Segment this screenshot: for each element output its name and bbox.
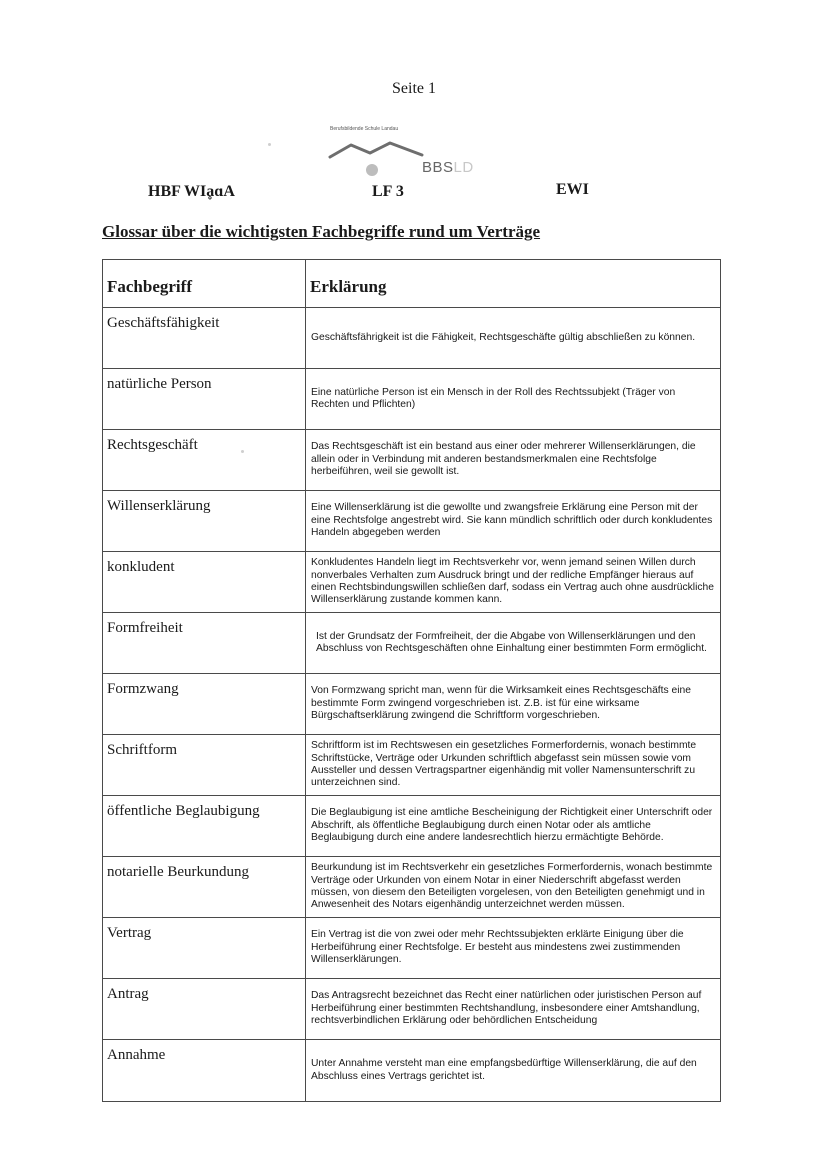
term-cell: Formzwang [103,674,306,735]
table-row [103,552,721,613]
explanation-cell: Konkludentes Handeln liegt im Rechtsverkehr vor, wenn jemand seinen Willen durch nonverbales Verhalten zum Ausdruck bringt und der redliche Empfänger hieraus auf einen Rechtsbindungswillen schließen darf, sodass ein Vertrag auch ohne ausdrückliche Willenserklärung zustande kommen kann. [306,552,721,613]
table-header-row [103,260,721,308]
explanation-cell: Eine natürliche Person ist ein Mensch in der Roll des Rechtssubjekt (Träger von Rechten und Pflichten) [306,369,721,430]
table-row [103,491,721,552]
explanation-cell: Das Rechtsgeschäft ist ein bestand aus einer oder mehrerer Willenserklärungen, die allein oder in Verbindung mit anderen bestandsmerkmalen eine Rechtsfolge herbeiführen, weil sie gewollt ist. [306,430,721,491]
term-cell: notarielle Beurkundung [103,857,306,918]
explanation-cell: Von Formzwang spricht man, wenn für die Wirksamkeit eines Rechtsgeschäfts eine bestimmte Form zwingend vorgeschrieben ist. Z.B. ist für eine wirksame Bürgschaftserklärung zwingend die Schriftform vorgeschrieben. [306,674,721,735]
term-cell: natürliche Person [103,369,306,430]
explanation-cell: Schriftform ist im Rechtswesen ein gesetzliches Formerfordernis, wonach bestimmte Schriftstücke, Verträge oder Urkunden schriftlich abgefasst sein müssen sowie vom Aussteller und dessen Vertragspartner eigenhändig mit voller Namensunterschrift zu unterzeichnen sind. [306,735,721,796]
table-row [103,674,721,735]
term-cell: Antrag [103,979,306,1040]
table-row [103,979,721,1040]
table-row [103,735,721,796]
subject: EWI [556,181,589,198]
document-title: Glossar über die wichtigsten Fachbegriffe rund um Verträge [102,222,541,241]
table-row [103,308,721,369]
explanation-cell: Die Beglaubigung ist eine amtliche Bescheinigung der Richtigkeit einer Unterschrift oder Abschrift, als öffentliche Beglaubigung durch einen Notar oder als amtliche Beglaubigung durch eine andere landesrechtlich hierzu ermächtigte Behörde. [306,796,721,857]
term-cell: Geschäftsfähigkeit [103,308,306,369]
explanation-cell: Ist der Grundsatz der Formfreiheit, der die Abgabe von Willenserklärungen und den Abschluss von Rechtsgeschäften ohne Einhaltung einer bestimmten Form ermöglicht. [306,613,721,674]
table-row [103,918,721,979]
explanation-cell: Beurkundung ist im Rechtsverkehr ein gesetzliches Formerfordernis, wonach bestimmte Verträge oder Urkunden von einem Notar in einer Niederschrift abgefasst werden müssen, von diesem den Beteiligten vorgelesen, von den Beteiligten genehmigt und in Anwesenheit des Notars eigenhändig unterzeichnet werden müssen. [306,857,721,918]
class-code: HBF WIḁɑA [148,183,235,200]
table-row [103,796,721,857]
table-row [103,857,721,918]
term-cell: öffentliche Beglaubigung [103,796,306,857]
term-cell: Schriftform [103,735,306,796]
lernfeld: LF 3 [372,183,404,200]
column-header-term: Fachbegriff [103,260,306,308]
column-header-explanation: Erklärung [306,260,721,308]
scan-speck [268,143,271,146]
term-cell: Rechtsgeschäft [103,430,306,491]
term-cell: konkludent [103,552,306,613]
explanation-cell: Eine Willenserklärung ist die gewollte und zwangsfreie Erklärung eine Person mit der eine Rechtsfolge angestrebt wird. Sie kann mündlich schriftlich oder durch konkludentes Handeln abgegeben werden [306,491,721,552]
explanation-cell: Unter Annahme versteht man eine empfangsbedürftige Willenserklärung, die auf den Abschluss eines Vertrags gerichtet ist. [306,1040,721,1102]
logo-school-name: Berufsbildende Schule Landau [330,126,399,132]
page-number: Seite 1 [392,80,436,97]
term-cell: Formfreiheit [103,613,306,674]
explanation-cell: Das Antragsrecht bezeichnet das Recht einer natürlichen oder juristischen Person auf Herbeiführung einer bestimmten Rechtshandlung, insbesondere einer Amtshandlung, rechtsverbindlichen Erklärung oder behördlichen Entscheidung [306,979,721,1040]
school-logo [326,115,486,181]
term-cell: Annahme [103,1040,306,1102]
table-row [103,1040,721,1102]
table-row [103,369,721,430]
logo-brand [422,159,474,176]
logo-brand-suffix: LD [453,159,474,176]
explanation-cell: Geschäftsfährigkeit ist die Fähigkeit, Rechtsgeschäfte gültig abschließen zu können. [306,308,721,369]
glossary-table [102,259,721,1102]
explanation-cell: Ein Vertrag ist die von zwei oder mehr Rechtssubjekten erklärte Einigung über die Herbeiführung einer Rechtsfolge. Er besteht aus mindestens zwei zustimmenden Willenserklärungen. [306,918,721,979]
term-cell: Vertrag [103,918,306,979]
logo-brand-main: BBS [422,159,454,176]
table-row [103,613,721,674]
table-row [103,430,721,491]
term-cell: Willenserklärung [103,491,306,552]
